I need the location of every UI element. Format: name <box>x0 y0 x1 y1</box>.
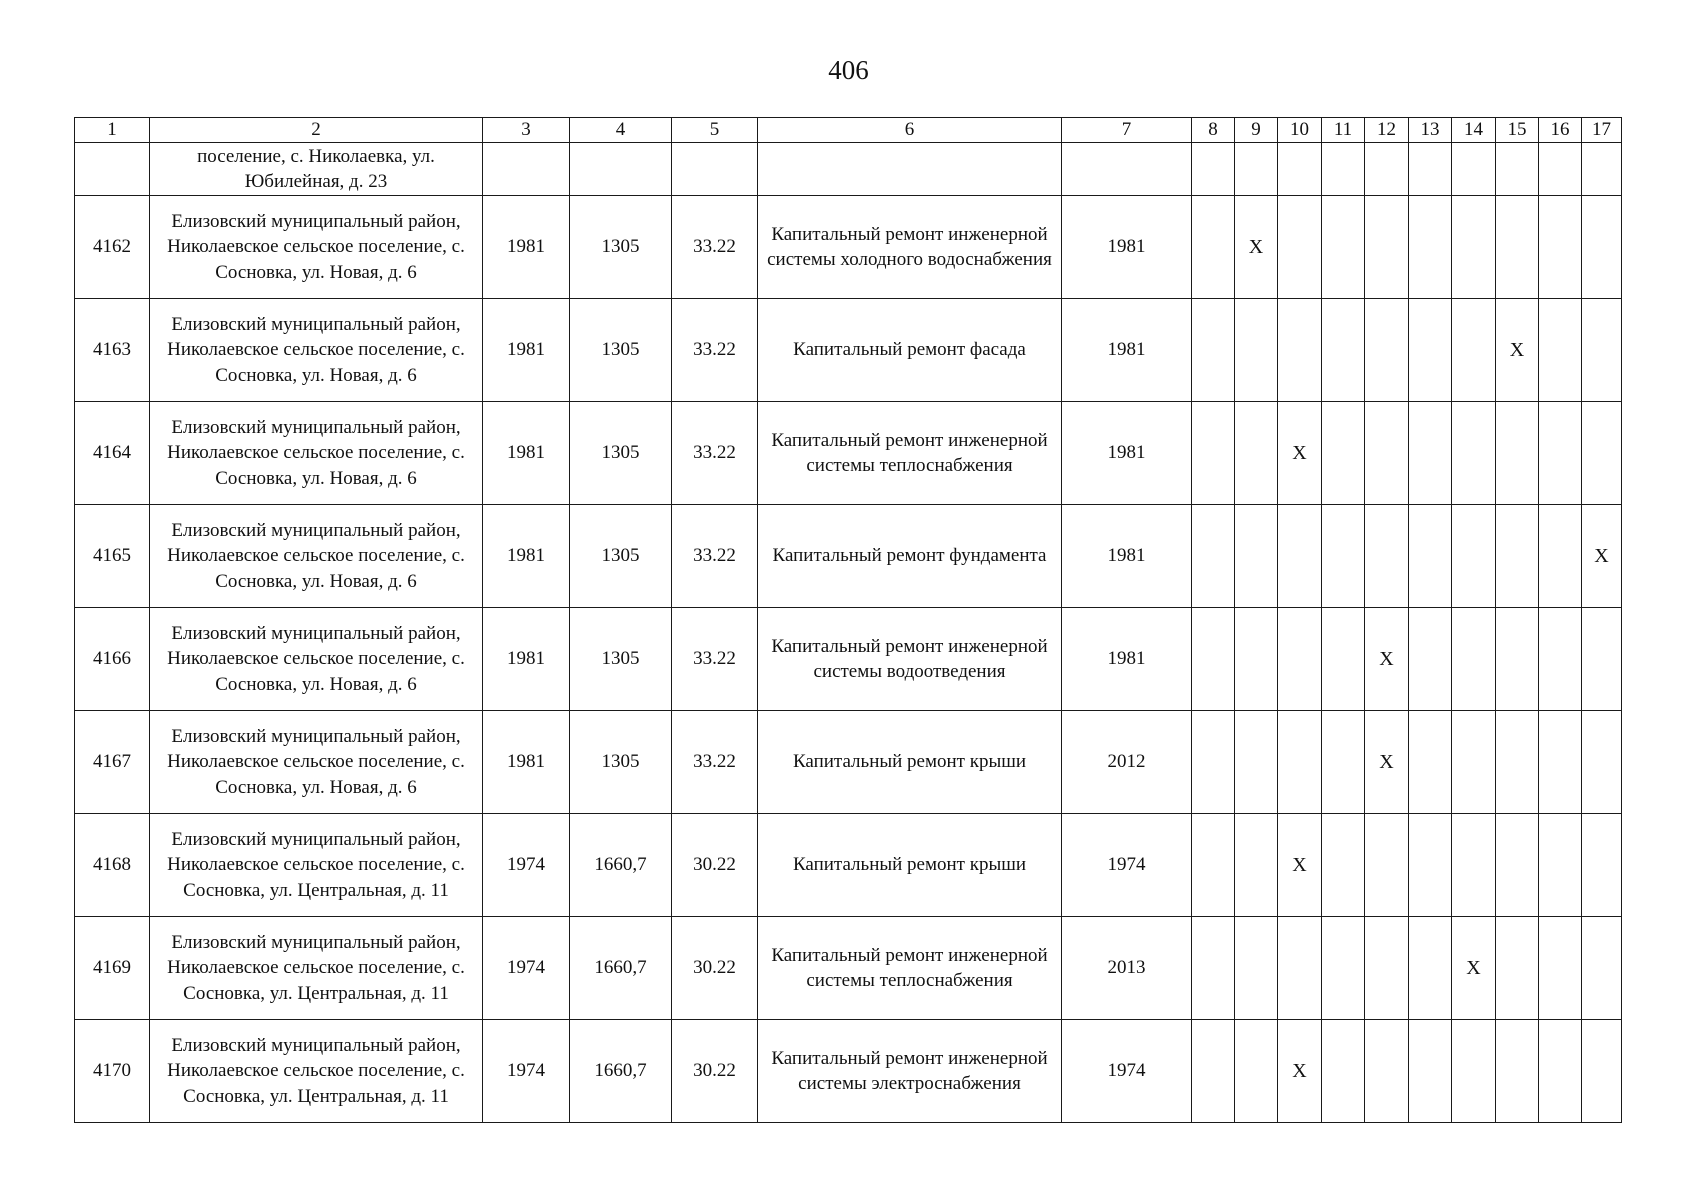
cell-period-9 <box>1235 814 1278 917</box>
cell-work-type: Капитальный ремонт инженерной системы электроснабжения <box>758 1020 1062 1123</box>
cell-year-built: 1981 <box>483 505 570 608</box>
column-header-17: 17 <box>1582 118 1622 143</box>
cell-period-11 <box>1322 196 1365 299</box>
cell-address: Елизовский муниципальный район, Николаевское сельское поселение, с. Сосновка, ул. Центральная, д. 11 <box>150 814 483 917</box>
cell-work-type: Капитальный ремонт крыши <box>758 814 1062 917</box>
cell-year-built: 1981 <box>483 402 570 505</box>
cell-period-13 <box>1409 505 1452 608</box>
cell-period-14 <box>1452 814 1496 917</box>
cell-period-16 <box>1539 711 1582 814</box>
cell-period-16 <box>1539 1020 1582 1123</box>
cell-year-built: 1981 <box>483 196 570 299</box>
cell-address: Елизовский муниципальный район, Николаевское сельское поселение, с. Сосновка, ул. Новая, д. 6 <box>150 196 483 299</box>
cell-period-13 <box>1409 608 1452 711</box>
cell-period-13 <box>1409 711 1452 814</box>
cell-period-16 <box>1539 917 1582 1020</box>
cell-period-14 <box>1452 1020 1496 1123</box>
cell-empty <box>1235 143 1278 196</box>
cell-period-12 <box>1365 402 1409 505</box>
cell-period-11 <box>1322 505 1365 608</box>
cell-period-14 <box>1452 402 1496 505</box>
table-row <box>75 711 1622 814</box>
cell-period-17 <box>1582 814 1622 917</box>
cell-period-16 <box>1539 505 1582 608</box>
cell-period-8 <box>1192 299 1235 402</box>
cell-year-last-repair: 1974 <box>1062 1020 1192 1123</box>
cell-period-13 <box>1409 299 1452 402</box>
cell-mark-x: X <box>1235 196 1278 299</box>
column-header-11: 11 <box>1322 118 1365 143</box>
column-header-2: 2 <box>150 118 483 143</box>
cell-period-17 <box>1582 402 1622 505</box>
cell-period-14 <box>1452 299 1496 402</box>
cell-address: Елизовский муниципальный район, Николаевское сельское поселение, с. Сосновка, ул. Новая, д. 6 <box>150 711 483 814</box>
cell-period-11 <box>1322 917 1365 1020</box>
cell-period-17 <box>1582 1020 1622 1123</box>
cell-address: Елизовский муниципальный район, Николаевское сельское поселение, с. Сосновка, ул. Центральная, д. 11 <box>150 917 483 1020</box>
cell-wear: 30.22 <box>672 1020 758 1123</box>
cell-area: 1305 <box>570 299 672 402</box>
cell-period-12 <box>1365 814 1409 917</box>
column-header-6: 6 <box>758 118 1062 143</box>
column-header-1: 1 <box>75 118 150 143</box>
table-row <box>75 196 1622 299</box>
cell-num: 4170 <box>75 1020 150 1123</box>
column-header-3: 3 <box>483 118 570 143</box>
cell-empty <box>1409 143 1452 196</box>
cell-num: 4168 <box>75 814 150 917</box>
cell-year-built: 1981 <box>483 299 570 402</box>
cell-num: 4166 <box>75 608 150 711</box>
cell-area: 1305 <box>570 711 672 814</box>
cell-year-last-repair: 1974 <box>1062 814 1192 917</box>
cell-mark-x: X <box>1452 917 1496 1020</box>
column-header-14: 14 <box>1452 118 1496 143</box>
cell-period-9 <box>1235 608 1278 711</box>
cell-address: Елизовский муниципальный район, Николаевское сельское поселение, с. Сосновка, ул. Новая, д. 6 <box>150 402 483 505</box>
cell-period-9 <box>1235 1020 1278 1123</box>
cell-work-type: Капитальный ремонт инженерной системы холодного водоснабжения <box>758 196 1062 299</box>
cell-period-17 <box>1582 196 1622 299</box>
cell-period-15 <box>1496 402 1539 505</box>
cell-year-last-repair: 1981 <box>1062 608 1192 711</box>
cell-area: 1660,7 <box>570 917 672 1020</box>
cell-num: 4162 <box>75 196 150 299</box>
cell-period-11 <box>1322 1020 1365 1123</box>
cell-period-16 <box>1539 196 1582 299</box>
column-header-8: 8 <box>1192 118 1235 143</box>
cell-period-11 <box>1322 814 1365 917</box>
cell-period-17 <box>1582 608 1622 711</box>
cell-empty <box>1365 143 1409 196</box>
continuation-row <box>75 143 1622 196</box>
cell-period-10 <box>1278 711 1322 814</box>
cell-period-8 <box>1192 917 1235 1020</box>
cell-period-9 <box>1235 711 1278 814</box>
cell-period-12 <box>1365 1020 1409 1123</box>
cell-period-8 <box>1192 402 1235 505</box>
cell-period-10 <box>1278 505 1322 608</box>
cell-year-last-repair: 1981 <box>1062 196 1192 299</box>
cell-period-12 <box>1365 196 1409 299</box>
column-header-7: 7 <box>1062 118 1192 143</box>
cell-period-11 <box>1322 608 1365 711</box>
cell-num: 4164 <box>75 402 150 505</box>
cell-mark-x: X <box>1496 299 1539 402</box>
cell-wear: 33.22 <box>672 196 758 299</box>
cell-period-15 <box>1496 196 1539 299</box>
cell-work-type: Капитальный ремонт фасада <box>758 299 1062 402</box>
cell-period-8 <box>1192 196 1235 299</box>
cell-empty <box>570 143 672 196</box>
table-row <box>75 814 1622 917</box>
cell-mark-x: X <box>1278 814 1322 917</box>
cell-wear: 30.22 <box>672 814 758 917</box>
cell-period-13 <box>1409 402 1452 505</box>
column-header-12: 12 <box>1365 118 1409 143</box>
cell-empty <box>1278 143 1322 196</box>
cell-empty <box>672 143 758 196</box>
column-header-13: 13 <box>1409 118 1452 143</box>
cell-period-9 <box>1235 299 1278 402</box>
table-row <box>75 1020 1622 1123</box>
cell-address: поселение, с. Николаевка, ул. Юбилейная, д. 23 <box>150 143 483 196</box>
cell-area: 1305 <box>570 608 672 711</box>
table-row <box>75 505 1622 608</box>
cell-period-11 <box>1322 711 1365 814</box>
cell-wear: 33.22 <box>672 299 758 402</box>
cell-period-16 <box>1539 608 1582 711</box>
cell-empty <box>483 143 570 196</box>
cell-mark-x: X <box>1365 608 1409 711</box>
cell-period-15 <box>1496 814 1539 917</box>
cell-empty <box>1582 143 1622 196</box>
cell-mark-x: X <box>1278 1020 1322 1123</box>
cell-work-type: Капитальный ремонт инженерной системы теплоснабжения <box>758 917 1062 1020</box>
cell-year-last-repair: 2012 <box>1062 711 1192 814</box>
cell-period-8 <box>1192 505 1235 608</box>
cell-period-10 <box>1278 299 1322 402</box>
cell-num: 4167 <box>75 711 150 814</box>
cell-period-8 <box>1192 711 1235 814</box>
cell-period-10 <box>1278 608 1322 711</box>
cell-year-built: 1974 <box>483 917 570 1020</box>
cell-mark-x: X <box>1278 402 1322 505</box>
cell-period-13 <box>1409 814 1452 917</box>
cell-address: Елизовский муниципальный район, Николаевское сельское поселение, с. Сосновка, ул. Центральная, д. 11 <box>150 1020 483 1123</box>
cell-period-12 <box>1365 299 1409 402</box>
cell-year-last-repair: 1981 <box>1062 402 1192 505</box>
cell-period-10 <box>1278 196 1322 299</box>
column-header-9: 9 <box>1235 118 1278 143</box>
cell-wear: 33.22 <box>672 608 758 711</box>
cell-address: Елизовский муниципальный район, Николаевское сельское поселение, с. Сосновка, ул. Новая, д. 6 <box>150 505 483 608</box>
cell-period-14 <box>1452 505 1496 608</box>
cell-wear: 33.22 <box>672 505 758 608</box>
cell-period-16 <box>1539 402 1582 505</box>
cell-period-17 <box>1582 917 1622 1020</box>
cell-period-8 <box>1192 608 1235 711</box>
cell-period-17 <box>1582 299 1622 402</box>
cell-work-type: Капитальный ремонт инженерной системы теплоснабжения <box>758 402 1062 505</box>
column-header-10: 10 <box>1278 118 1322 143</box>
cell-empty <box>1452 143 1496 196</box>
cell-period-14 <box>1452 711 1496 814</box>
cell-mark-x: X <box>1365 711 1409 814</box>
cell-period-15 <box>1496 608 1539 711</box>
cell-period-15 <box>1496 917 1539 1020</box>
cell-year-built: 1981 <box>483 608 570 711</box>
cell-period-13 <box>1409 917 1452 1020</box>
cell-area: 1660,7 <box>570 1020 672 1123</box>
cell-year-built: 1974 <box>483 1020 570 1123</box>
cell-period-13 <box>1409 196 1452 299</box>
cell-area: 1305 <box>570 196 672 299</box>
cell-year-last-repair: 1981 <box>1062 299 1192 402</box>
cell-wear: 33.22 <box>672 402 758 505</box>
cell-year-last-repair: 2013 <box>1062 917 1192 1020</box>
cell-empty <box>1539 143 1582 196</box>
repair-registry-table <box>74 117 1622 1123</box>
cell-address: Елизовский муниципальный район, Николаевское сельское поселение, с. Сосновка, ул. Новая, д. 6 <box>150 608 483 711</box>
cell-address: Елизовский муниципальный район, Николаевское сельское поселение, с. Сосновка, ул. Новая, д. 6 <box>150 299 483 402</box>
cell-work-type: Капитальный ремонт инженерной системы водоотведения <box>758 608 1062 711</box>
cell-num: 4165 <box>75 505 150 608</box>
cell-year-last-repair: 1981 <box>1062 505 1192 608</box>
cell-mark-x: X <box>1582 505 1622 608</box>
cell-wear: 30.22 <box>672 917 758 1020</box>
column-header-16: 16 <box>1539 118 1582 143</box>
cell-period-17 <box>1582 711 1622 814</box>
cell-empty <box>1062 143 1192 196</box>
cell-num: 4163 <box>75 299 150 402</box>
cell-period-9 <box>1235 505 1278 608</box>
cell-period-12 <box>1365 917 1409 1020</box>
cell-num: 4169 <box>75 917 150 1020</box>
cell-empty <box>1496 143 1539 196</box>
column-header-4: 4 <box>570 118 672 143</box>
cell-period-8 <box>1192 814 1235 917</box>
cell-period-8 <box>1192 1020 1235 1123</box>
cell-year-built: 1981 <box>483 711 570 814</box>
cell-period-14 <box>1452 608 1496 711</box>
column-number-row <box>75 118 1622 143</box>
cell-period-16 <box>1539 814 1582 917</box>
cell-period-10 <box>1278 917 1322 1020</box>
cell-work-type: Капитальный ремонт фундамента <box>758 505 1062 608</box>
cell-period-15 <box>1496 711 1539 814</box>
cell-area: 1660,7 <box>570 814 672 917</box>
cell-period-9 <box>1235 917 1278 1020</box>
cell-empty <box>1192 143 1235 196</box>
cell-period-15 <box>1496 505 1539 608</box>
cell-num <box>75 143 150 196</box>
table-row <box>75 608 1622 711</box>
column-header-15: 15 <box>1496 118 1539 143</box>
cell-year-built: 1974 <box>483 814 570 917</box>
table-row <box>75 299 1622 402</box>
page-number: 406 <box>828 55 869 85</box>
cell-period-14 <box>1452 196 1496 299</box>
cell-empty <box>1322 143 1365 196</box>
cell-period-11 <box>1322 299 1365 402</box>
cell-period-13 <box>1409 1020 1452 1123</box>
table-row <box>75 402 1622 505</box>
cell-period-15 <box>1496 1020 1539 1123</box>
table-row <box>75 917 1622 1020</box>
cell-period-16 <box>1539 299 1582 402</box>
cell-area: 1305 <box>570 402 672 505</box>
cell-period-9 <box>1235 402 1278 505</box>
cell-period-12 <box>1365 505 1409 608</box>
cell-work-type: Капитальный ремонт крыши <box>758 711 1062 814</box>
cell-wear: 33.22 <box>672 711 758 814</box>
cell-period-11 <box>1322 402 1365 505</box>
column-header-5: 5 <box>672 118 758 143</box>
cell-area: 1305 <box>570 505 672 608</box>
cell-empty <box>758 143 1062 196</box>
